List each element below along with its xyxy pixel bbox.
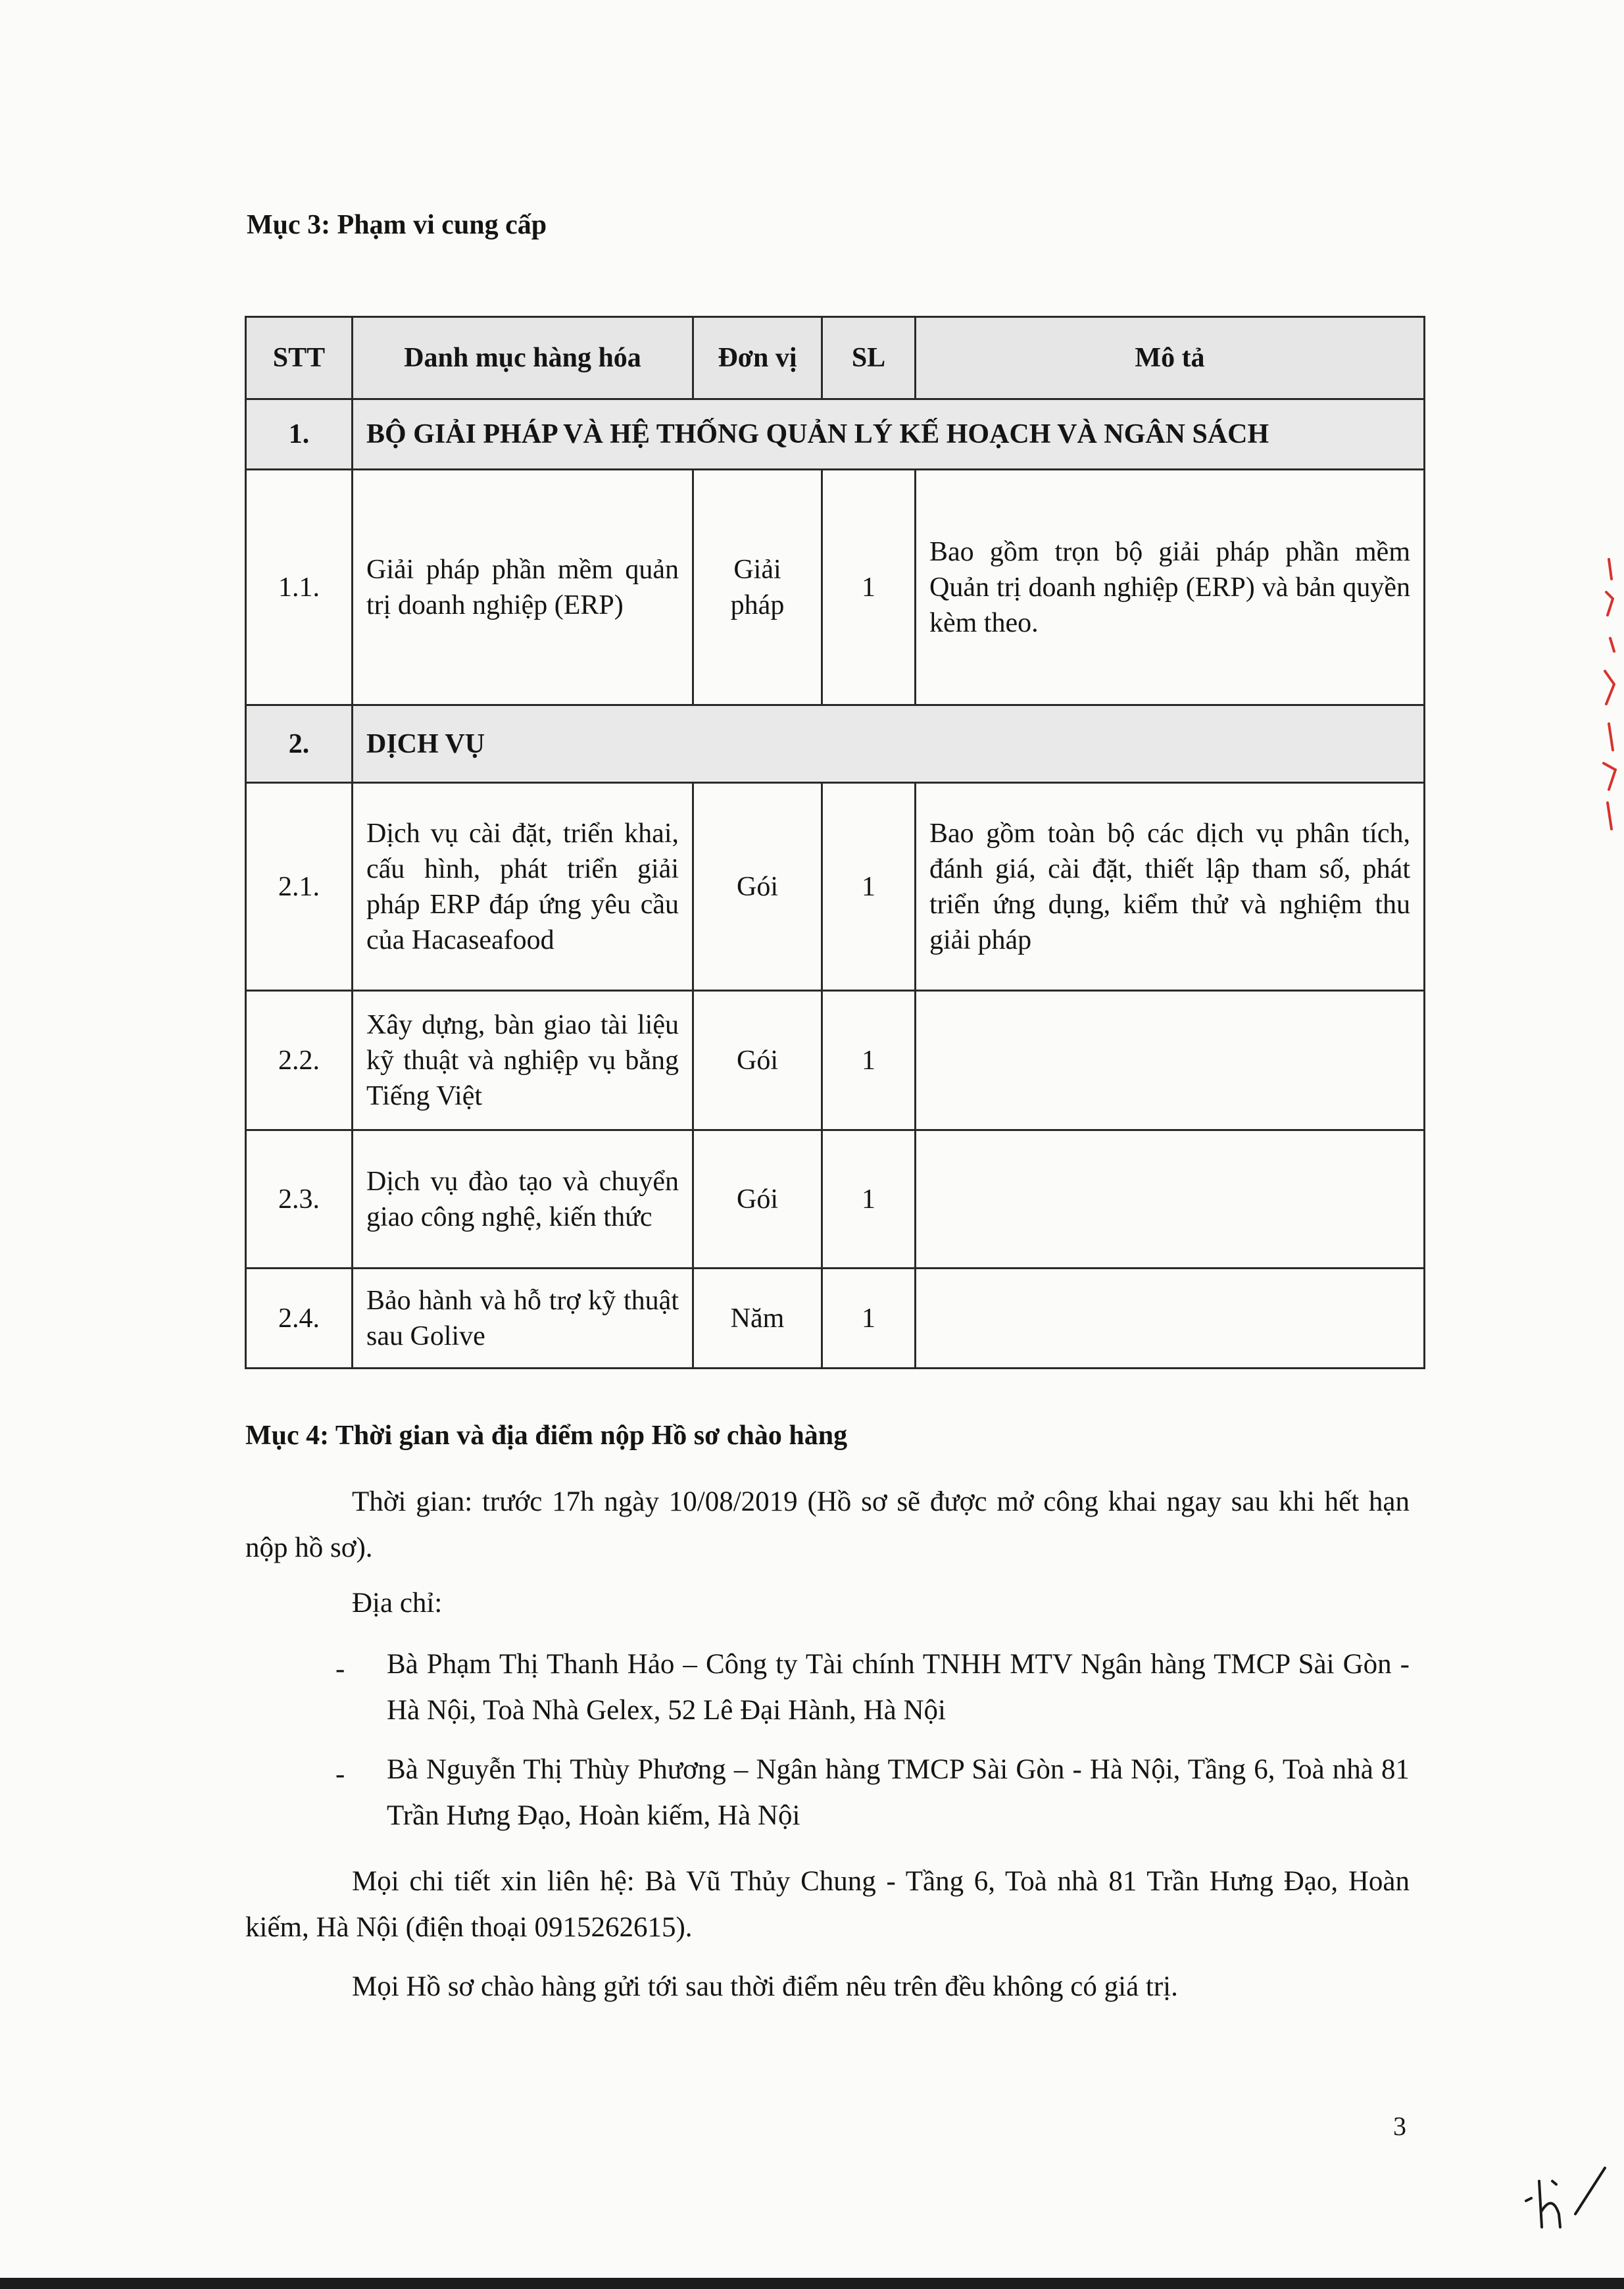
col-header-item: Danh mục hàng hóa <box>353 317 693 399</box>
bullet-dash: - <box>335 1653 345 1684</box>
bullet-dash: - <box>335 1759 345 1790</box>
table-row <box>246 1269 1425 1369</box>
row-qty: 1 <box>822 470 916 705</box>
address-label: Địa chỉ: <box>352 1588 443 1619</box>
table-row <box>246 470 1425 705</box>
section4-heading: Mục 4: Thời gian và địa điểm nộp Hồ sơ chào hàng <box>245 1421 848 1451</box>
row-desc: Bao gồm trọn bộ giải pháp phần mềm Quản trị doanh nghiệp (ERP) và bản quyền kèm theo. <box>916 470 1425 705</box>
col-header-qty: SL <box>822 317 916 399</box>
contact-paragraph: Mọi chi tiết xin liên hệ: Bà Vũ Thủy Chung - Tầng 6, Toà nhà 81 Trần Hưng Đạo, Hoàn kiếm, Hà Nội (điện thoại 0915262615). <box>245 1866 1410 1943</box>
col-header-desc: Mô tả <box>916 317 1425 399</box>
row-qty: 1 <box>822 1130 916 1269</box>
row-stt: 2.2. <box>246 991 353 1130</box>
col-header-stt: STT <box>246 317 353 399</box>
table-row <box>246 783 1425 991</box>
row-unit: Giải pháp <box>693 470 822 705</box>
section3-heading: Mục 3: Phạm vi cung cấp <box>247 210 547 240</box>
section-row-1 <box>246 399 1425 470</box>
table-row <box>246 1130 1425 1269</box>
section-title: BỘ GIẢI PHÁP VÀ HỆ THỐNG QUẢN LÝ KẾ HOẠCH VÀ NGÂN SÁCH <box>353 399 1425 470</box>
page-number: 3 <box>1393 2111 1406 2141</box>
row-qty: 1 <box>822 991 916 1130</box>
section-stt: 1. <box>246 399 353 470</box>
row-desc-empty <box>916 1130 1425 1269</box>
handwritten-initials <box>1513 2155 1612 2240</box>
row-unit: Năm <box>693 1269 822 1369</box>
row-item: Xây dựng, bàn giao tài liệu kỹ thuật và nghiệp vụ bằng Tiếng Việt <box>353 991 693 1130</box>
address-item-1: Bà Phạm Thị Thanh Hảo – Công ty Tài chính TNHH MTV Ngân hàng TMCP Sài Gòn - Hà Nội, Toà Nhà Gelex, 52 Lê Đại Hành, Hà Nội <box>387 1649 1410 1726</box>
row-unit: Gói <box>693 991 822 1130</box>
section-row-2 <box>246 705 1425 783</box>
row-item: Dịch vụ đào tạo và chuyển giao công nghệ, kiến thức <box>353 1130 693 1269</box>
scan-bottom-edge <box>0 2278 1624 2289</box>
row-unit: Gói <box>693 1130 822 1269</box>
row-qty: 1 <box>822 1269 916 1369</box>
red-stamp-mark <box>1597 553 1621 836</box>
submission-time: Thời gian: trước 17h ngày 10/08/2019 (Hồ sơ sẽ được mở công khai ngay sau khi hết hạn nộp hồ sơ). <box>245 1486 1410 1563</box>
row-item: Dịch vụ cài đặt, triển khai, cấu hình, phát triển giải pháp ERP đáp ứng yêu cầu của Hacaseafood <box>353 783 693 991</box>
address-item-2: Bà Nguyễn Thị Thùy Phương – Ngân hàng TMCP Sài Gòn - Hà Nội, Tầng 6, Toà nhà 81 Trần Hưng Đạo, Hoàn kiếm, Hà Nội <box>387 1754 1410 1831</box>
row-stt: 2.3. <box>246 1130 353 1269</box>
row-desc-empty <box>916 991 1425 1130</box>
section-stt: 2. <box>246 705 353 783</box>
table-header-row <box>246 317 1425 399</box>
row-stt: 2.1. <box>246 783 353 991</box>
section-title: DỊCH VỤ <box>353 705 1425 783</box>
row-stt: 1.1. <box>246 470 353 705</box>
row-stt: 2.4. <box>246 1269 353 1369</box>
validity-note: Mọi Hồ sơ chào hàng gửi tới sau thời điểm nêu trên đều không có giá trị. <box>352 1971 1178 2002</box>
scope-table <box>245 316 1425 1369</box>
row-item: Bảo hành và hỗ trợ kỹ thuật sau Golive <box>353 1269 693 1369</box>
row-item: Giải pháp phần mềm quản trị doanh nghiệp (ERP) <box>353 470 693 705</box>
row-qty: 1 <box>822 783 916 991</box>
row-unit: Gói <box>693 783 822 991</box>
row-desc: Bao gồm toàn bộ các dịch vụ phân tích, đánh giá, cài đặt, thiết lập tham số, phát triển ứng dụng, kiểm thử và nghiệm thu giải pháp <box>916 783 1425 991</box>
row-desc-empty <box>916 1269 1425 1369</box>
table-row <box>246 991 1425 1130</box>
col-header-unit: Đơn vị <box>693 317 822 399</box>
